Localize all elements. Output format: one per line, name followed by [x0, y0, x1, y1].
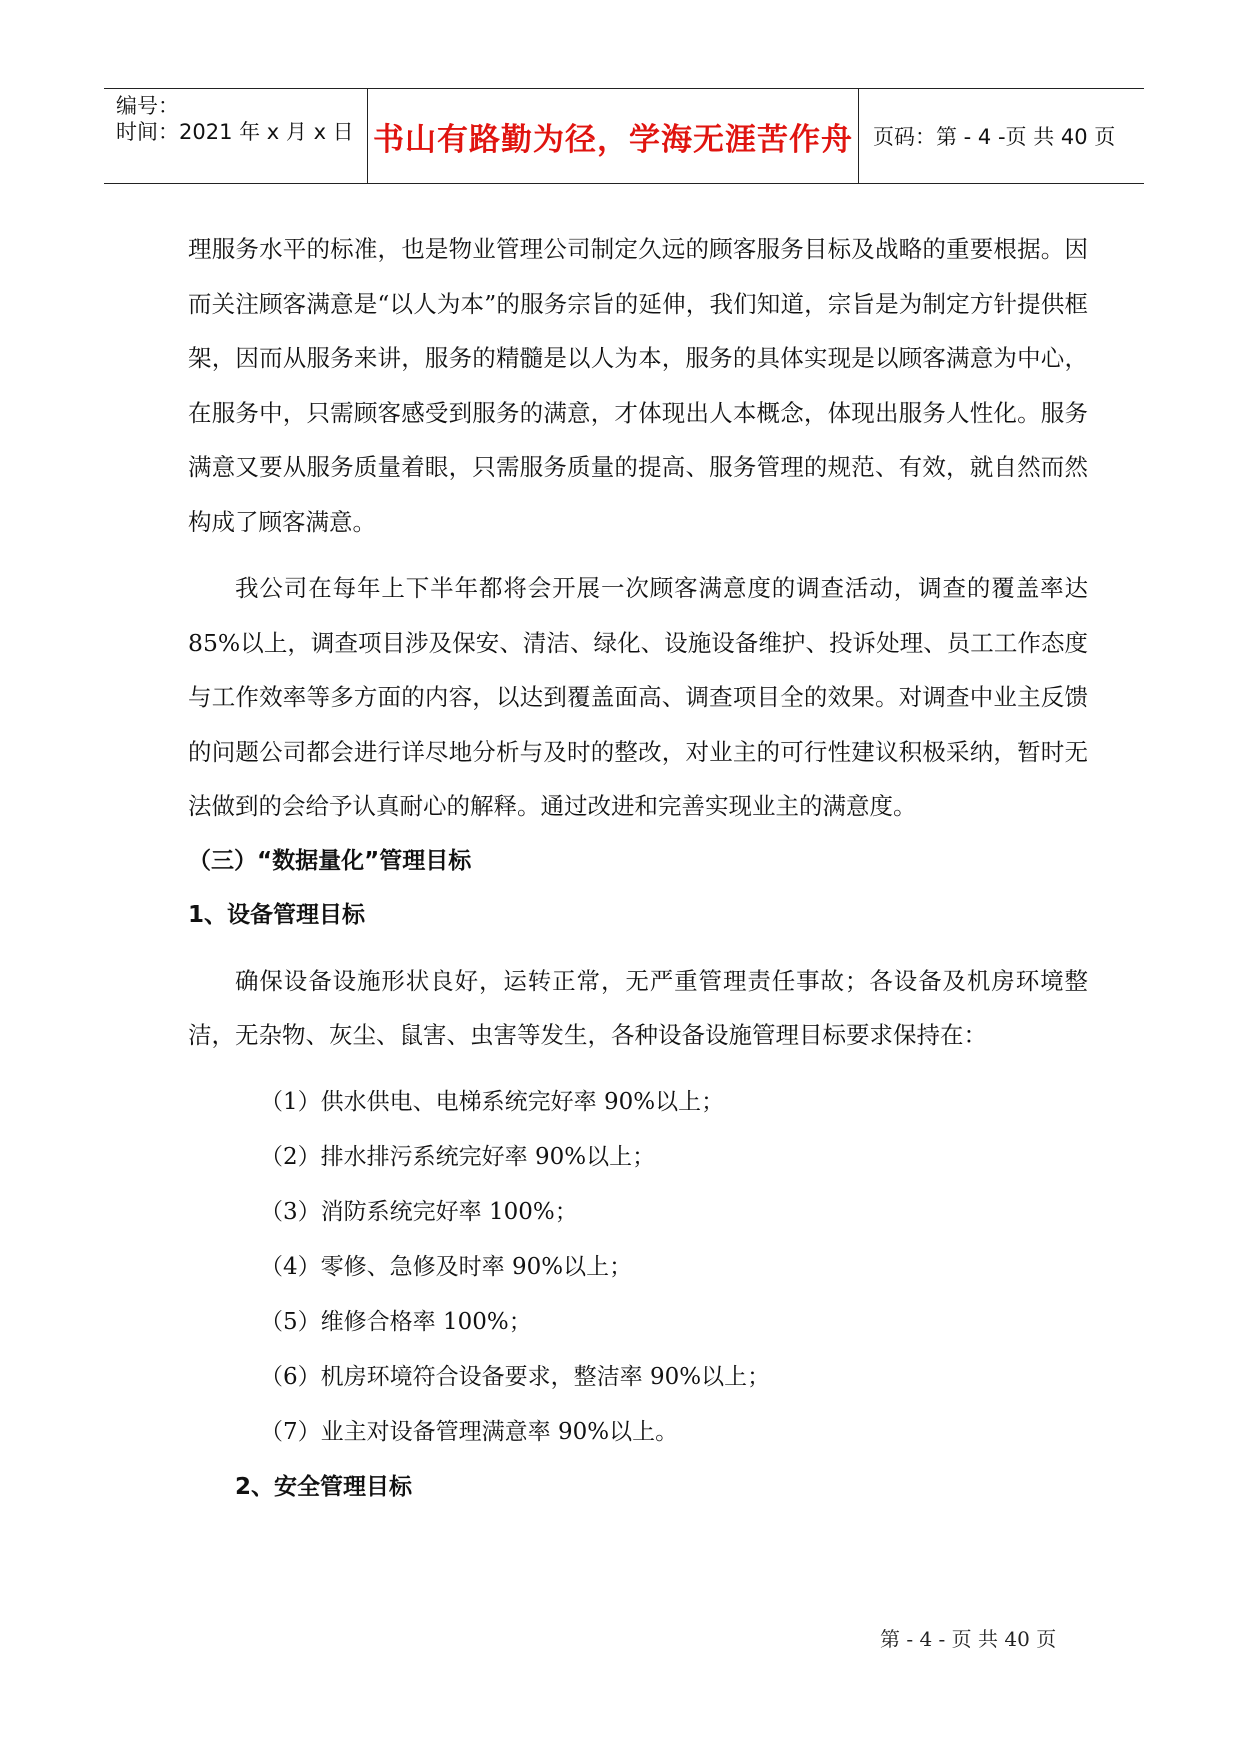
section-heading-data-targets: （三）“数据量化”管理目标 [188, 847, 472, 874]
document-body [188, 222, 1088, 1514]
equipment-target-list [188, 1075, 1088, 1460]
header-motto: 书山有路勤为径，学海无涯苦作舟 [368, 89, 859, 183]
list-item: （3）消防系统完好率 100%； [260, 1198, 578, 1225]
list-item: （5）维修合格率 100%； [260, 1308, 532, 1335]
subheading-safety-targets: 2、安全管理目标 [235, 1473, 413, 1500]
list-item: （7）业主对设备管理满意率 90%以上。 [260, 1418, 679, 1445]
document-number-label: 编号： [116, 94, 179, 118]
header-page-label: 页码：第 - 4 -页 共 40 页 [873, 125, 1116, 149]
subheading-equipment-targets: 1、设备管理目标 [188, 901, 366, 928]
list-item: （2）排水排污系统完好率 90%以上； [260, 1143, 656, 1170]
list-item: （4）零修、急修及时率 90%以上； [260, 1253, 633, 1280]
list-item: （6）机房环境符合设备要求，整洁率 90%以上； [260, 1363, 771, 1390]
page-footer: 第 - 4 - 页 共 40 页 [880, 1627, 1057, 1651]
document-time-label: 时间：2021 年 x 月 x 日 [116, 120, 354, 144]
paragraph-service-standard: 理服务水平的标准，也是物业管理公司制定久远的顾客服务目标及战略的重要根据。因而关注顾客满意是“以人为本”的服务宗旨的延伸，我们知道，宗旨是为制定方针提供框架，因而从服务来讲，服务的精髓是以人为本，服务的具体实现是以顾客满意为中心，在服务中，只需顾客感受到服务的满意，才体现出人本概念，体现出服务人性化。服务满意又要从服务质量着眼，只需服务质量的提高、服务管理的规范、有效，就自然而然构成了顾客满意。 [188, 235, 1088, 536]
paragraph-equipment-requirements: 确保设备设施形状良好，运转正常，无严重管理责任事故；各设备及机房环境整洁，无杂物、灰尘、鼠害、虫害等发生，各种设备设施管理目标要求保持在： [188, 966, 1088, 1049]
header-meta [104, 89, 368, 183]
page-header [104, 88, 1144, 184]
list-item: （1）供水供电、电梯系统完好率 90%以上； [260, 1088, 725, 1115]
paragraph-satisfaction-survey: 我公司在每年上下半年都将会开展一次顾客满意度的调查活动，调查的覆盖率达 85%以上，调查项目涉及保安、清洁、绿化、设施设备维护、投诉处理、员工工作态度与工作效率等多方面的内容，以达到覆盖面高、调查项目全的效果。对调查中业主反馈的问题公司都会进行详尽地分析与及时的整改，对业主的可行性建议积极采纳，暂时无法做到的会给予认真耐心的解释。通过改进和完善实现业主的满意度。 [188, 574, 1088, 820]
